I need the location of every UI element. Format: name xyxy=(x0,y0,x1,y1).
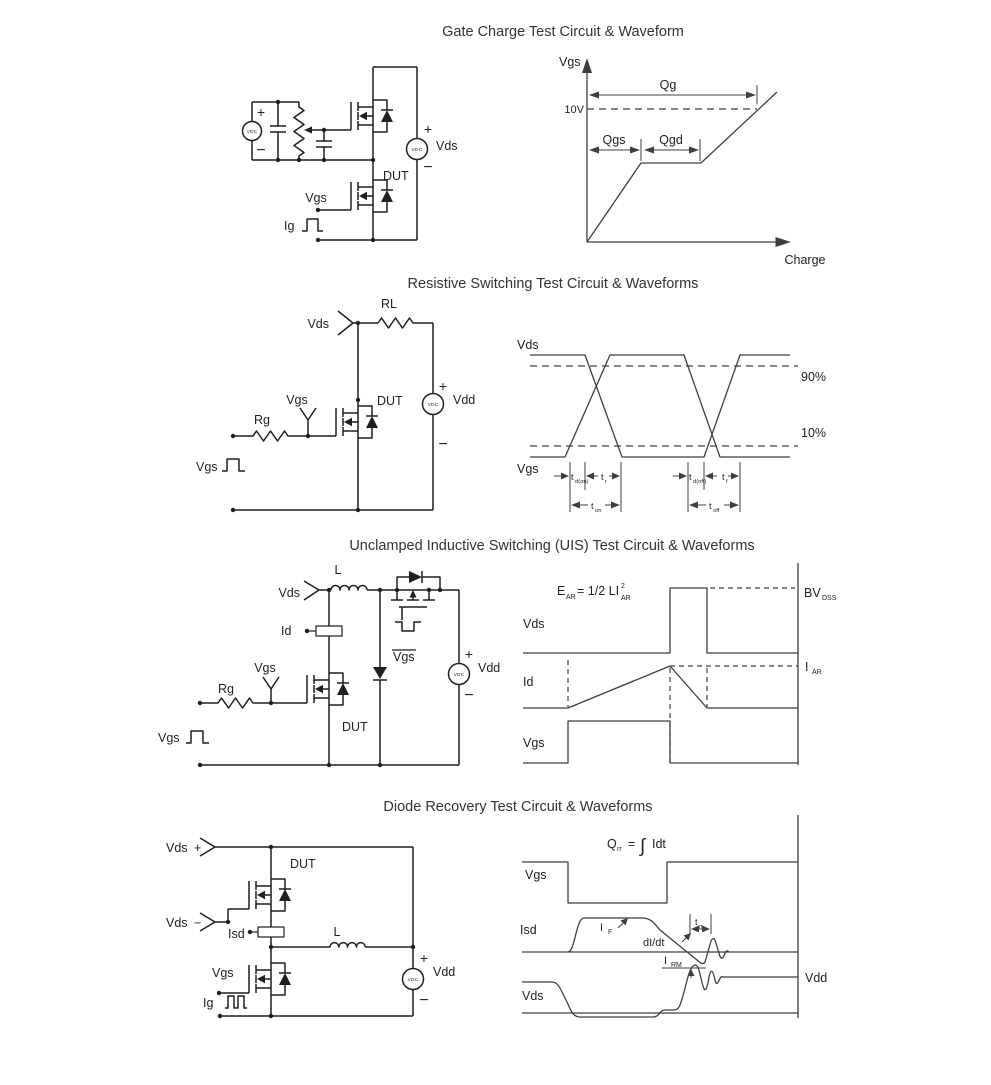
td-on-label: t xyxy=(571,472,574,482)
vgs-trace-label: Vgs xyxy=(517,462,539,476)
id-trace-label: Id xyxy=(523,675,534,689)
qrr-eq-sub: rr xyxy=(617,846,622,853)
vgs-label: Vgs xyxy=(286,393,308,407)
mosfet-dut xyxy=(286,667,349,711)
vdc-source-label: VDC xyxy=(246,130,258,135)
vgs-label: Vgs xyxy=(254,661,276,675)
section-uis xyxy=(158,538,837,767)
pulse-glyph xyxy=(222,459,245,471)
vds-plus-probe xyxy=(200,838,413,856)
polarity-minus: − xyxy=(464,687,474,704)
vgs-trace xyxy=(523,721,798,763)
energy-eq-e-sub: AR xyxy=(566,594,576,601)
dut-label: DUT xyxy=(342,720,368,734)
iar-label: I xyxy=(805,660,809,674)
vdd-label: Vdd xyxy=(453,393,476,407)
bvdss-label: BV xyxy=(804,586,821,600)
vdd-label: Vdd xyxy=(433,965,456,979)
qrr-eq-integral: ∫ xyxy=(640,836,646,857)
y-axis-label: Vgs xyxy=(559,55,581,69)
pulse-glyph xyxy=(302,219,323,231)
energy-eq-mid: = 1/2 LI xyxy=(577,584,620,598)
polarity-plus: + xyxy=(256,104,266,120)
vds-label: Vds xyxy=(307,317,329,331)
td-off-label: t xyxy=(689,472,692,482)
vds-minus-sign: − xyxy=(194,916,202,930)
td-on-sub: d(on) xyxy=(575,479,589,485)
tf-sub: f xyxy=(726,479,728,485)
polarity-plus: + xyxy=(438,378,448,394)
vds-trace xyxy=(522,965,798,1017)
junction-dots xyxy=(217,845,415,1018)
vds-label: Vds xyxy=(436,139,458,153)
vgs-label: Vgs xyxy=(305,191,327,205)
level-90-label: 90% xyxy=(801,370,827,384)
l-label: L xyxy=(334,563,342,577)
irm-label: I xyxy=(664,955,668,967)
ton-sub: on xyxy=(595,508,602,514)
resistive-switching-waveform xyxy=(517,338,826,514)
qgs-label: Qgs xyxy=(602,133,626,147)
energy-eq-sup: 2 xyxy=(621,583,625,590)
rg-label: Rg xyxy=(218,682,234,696)
qrr-eq-equals: = xyxy=(628,837,636,851)
diode-recovery-circuit xyxy=(166,838,455,1018)
qrr-eq-q: Q xyxy=(607,837,617,851)
vds-trace xyxy=(530,355,790,457)
vds-minus-probe xyxy=(200,909,228,931)
td-off-sub: d(off) xyxy=(693,479,707,485)
ig-label: Ig xyxy=(284,219,295,233)
irm-sub: RM xyxy=(671,962,682,969)
gate-charge-circuit xyxy=(243,67,458,242)
vds-minus-label: Vds xyxy=(166,916,188,930)
junction-dots xyxy=(231,321,360,512)
vgs-trace-label: Vgs xyxy=(523,736,545,750)
vdc-source-label: VDC xyxy=(411,148,423,153)
resistor-rl xyxy=(378,318,433,328)
vgs-probe xyxy=(263,677,279,703)
pulse-train-glyph xyxy=(225,996,247,1008)
id-trace xyxy=(523,666,798,708)
ton-label: t xyxy=(591,501,594,511)
isd-sense-box xyxy=(258,927,284,937)
tr-sub: r xyxy=(605,479,607,485)
vgs-pulse-label: Vgs xyxy=(158,731,180,745)
diode-recovery-waveform xyxy=(520,815,827,1018)
mosfet-dut xyxy=(315,400,378,444)
polarity-minus: − xyxy=(256,142,266,159)
id-sense-box xyxy=(316,626,342,636)
level-10v-label: 10V xyxy=(564,104,584,116)
dut-label: DUT xyxy=(290,857,316,871)
vdc-source-label: VDC xyxy=(407,978,419,983)
potentiometer xyxy=(294,102,304,160)
vgs-trace-label: Vgs xyxy=(525,868,547,882)
qg-label: Qg xyxy=(659,78,677,92)
bvdss-sub: DSS xyxy=(822,595,837,602)
junction-dots xyxy=(198,588,442,767)
vds-label: Vds xyxy=(278,586,300,600)
mosfet-dut xyxy=(228,873,291,917)
trr-sub: rr xyxy=(699,924,703,930)
vgs-probe xyxy=(300,408,316,436)
isd-trace-label: Isd xyxy=(520,923,537,937)
dut-label: DUT xyxy=(383,169,409,183)
if-label: I xyxy=(600,922,604,934)
energy-eq-e: E xyxy=(557,584,566,598)
section-resistive-switching xyxy=(196,276,826,514)
vgs-trace xyxy=(530,355,790,457)
qgd-label: Qgd xyxy=(659,133,683,147)
polarity-plus: + xyxy=(423,121,433,137)
uis-circuit xyxy=(158,563,500,767)
id-label: Id xyxy=(281,624,292,638)
polarity-minus: − xyxy=(438,436,448,453)
aux-diode xyxy=(397,571,440,590)
vds-plus-sign: + xyxy=(194,841,202,855)
capacitor xyxy=(270,102,286,160)
resistive-switching-circuit xyxy=(196,297,475,512)
vds-trace-label: Vds xyxy=(517,338,539,352)
section-title: Gate Charge Test Circuit & Waveform xyxy=(442,24,684,40)
vgs-pulse-label: Vgs xyxy=(196,460,218,474)
tf-label: t xyxy=(722,472,725,482)
toff-sub: off xyxy=(713,508,720,514)
section-title: Resistive Switching Test Circuit & Waveforms xyxy=(407,276,699,292)
isd-label: Isd xyxy=(228,927,245,941)
section-title: Unclamped Inductive Switching (UIS) Test Circuit & Waveforms xyxy=(349,538,755,554)
uis-waveform xyxy=(523,563,837,765)
y-axis-arrow xyxy=(582,58,592,73)
pulse-glyph xyxy=(186,731,209,743)
vgs-bar-label: Vgs xyxy=(393,650,415,664)
toff-label: t xyxy=(709,501,712,511)
event-dashed-lines xyxy=(568,660,707,763)
vgs-trace xyxy=(522,862,798,903)
level-10-label: 10% xyxy=(801,426,827,440)
section-gate-charge xyxy=(243,24,826,267)
x-axis-arrow xyxy=(776,237,792,247)
section-title: Diode Recovery Test Circuit & Waveforms xyxy=(383,799,653,815)
ig-label: Ig xyxy=(203,996,214,1010)
if-sub: F xyxy=(608,929,613,936)
iar-sub: AR xyxy=(812,669,822,676)
gate-charge-curve xyxy=(587,92,777,242)
vdd-level-label: Vdd xyxy=(805,971,828,985)
vds-trace-label: Vds xyxy=(522,989,544,1003)
polarity-plus: + xyxy=(419,950,429,966)
mosfet-upper xyxy=(330,94,393,138)
vgs-label: Vgs xyxy=(212,966,234,980)
inductor-l xyxy=(271,943,413,947)
tr-label: t xyxy=(601,472,604,482)
polarity-plus: + xyxy=(464,646,474,662)
vdc-source-label: VDC xyxy=(453,673,465,678)
vds-trace-label: Vds xyxy=(523,617,545,631)
rl-label: RL xyxy=(381,297,397,311)
vdc-source-label: VDC xyxy=(427,403,439,408)
x-axis-label: Charge xyxy=(784,253,826,267)
vdd-label: Vdd xyxy=(478,661,501,675)
capacitor xyxy=(316,130,332,160)
qrr-eq-idt: Idt xyxy=(652,837,666,851)
energy-eq-sub: AR xyxy=(621,595,631,602)
polarity-minus: − xyxy=(419,992,429,1009)
section-diode-recovery xyxy=(166,799,827,1018)
l-label: L xyxy=(333,925,341,939)
mosfet-lower xyxy=(228,957,291,1001)
wiper-arrow xyxy=(304,127,312,134)
gate-charge-waveform xyxy=(559,55,826,267)
polarity-minus: − xyxy=(423,159,433,176)
didt-label: dI/dt xyxy=(643,937,665,949)
resistor-rg xyxy=(233,431,315,441)
dut-label: DUT xyxy=(377,394,403,408)
mosfet-aux xyxy=(391,571,440,664)
trr-label: t xyxy=(695,917,698,927)
rg-label: Rg xyxy=(254,413,270,427)
neg-pulse-glyph xyxy=(395,622,421,631)
vds-plus-label: Vds xyxy=(166,841,188,855)
